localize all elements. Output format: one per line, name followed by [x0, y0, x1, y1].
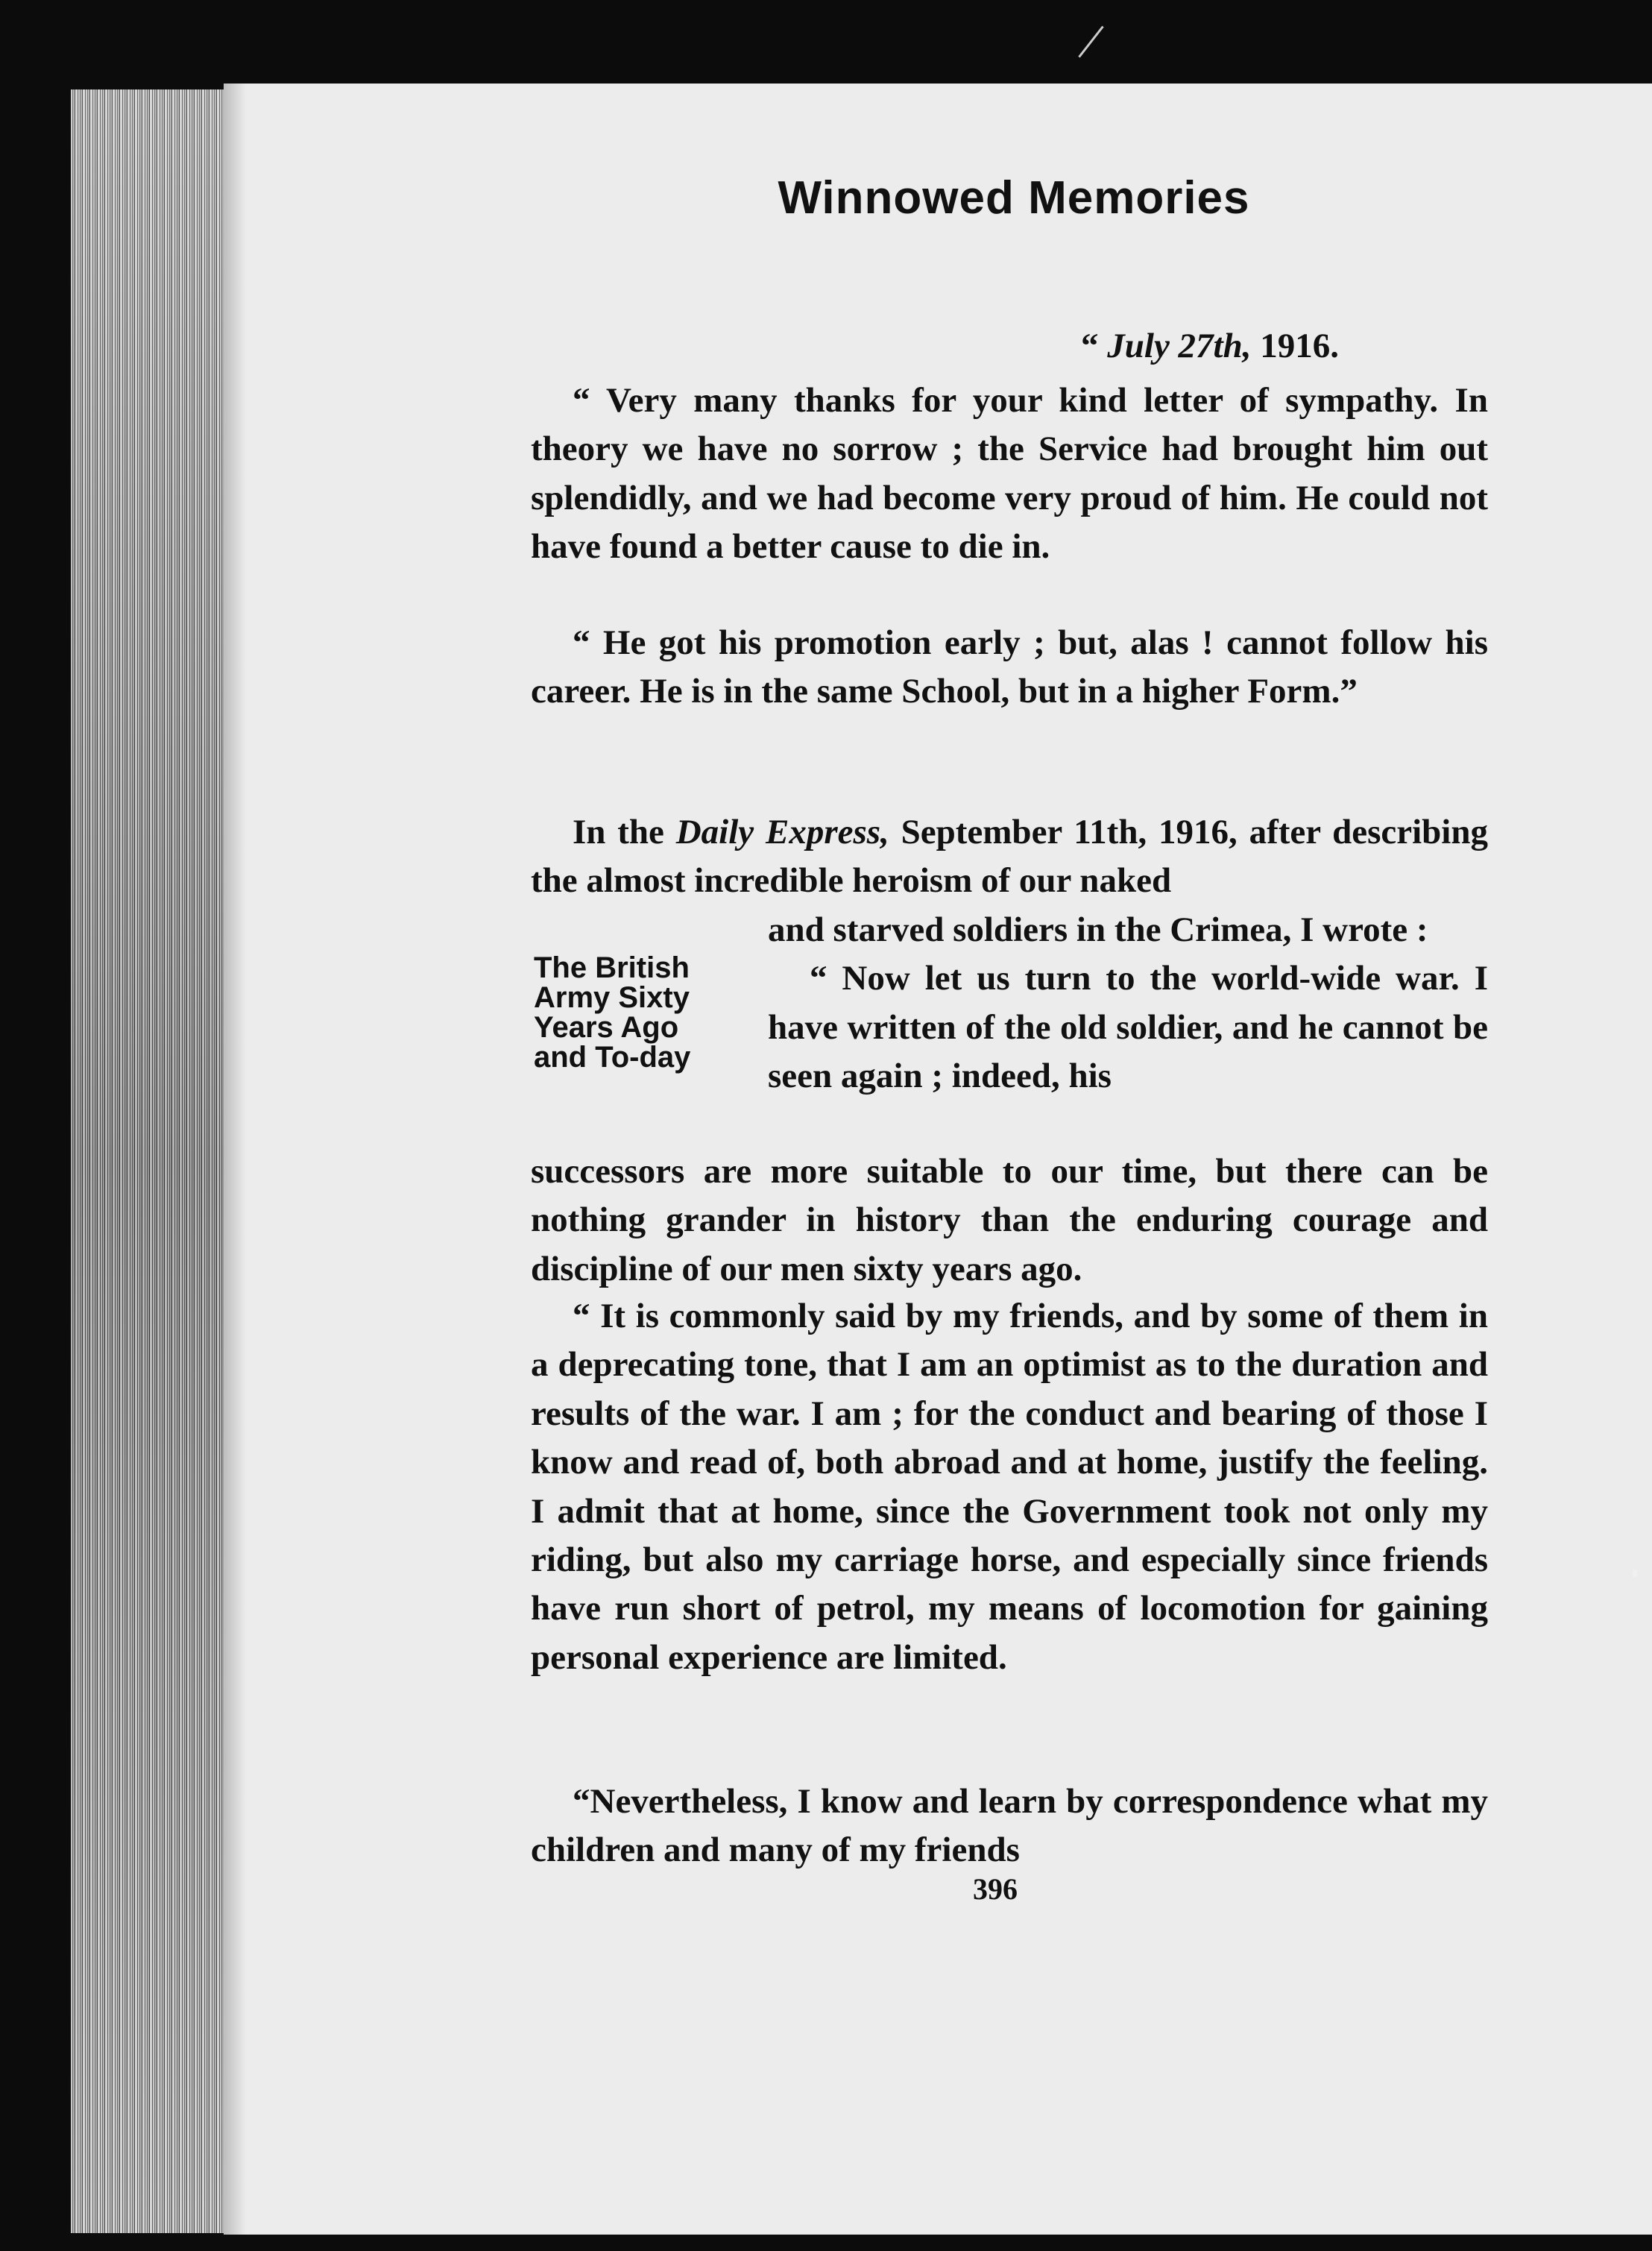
letter-paragraph-1: [531, 377, 1488, 572]
book-page-edges: [71, 89, 231, 2233]
sidenote-line: Years Ago: [534, 1011, 679, 1044]
margin-sidenote: [534, 953, 750, 1072]
intro-before: In the: [573, 813, 676, 851]
letter-paragraph-2: [531, 619, 1488, 717]
article-intro: [531, 808, 1488, 906]
article-narrow-column: [768, 906, 1488, 1101]
nevertheless-text: “Nevertheless, I know and learn by correspondence what my children and many of my friends: [531, 1782, 1488, 1870]
article-continuation: [531, 1147, 1488, 1294]
quote-start-text: “ Now let us turn to the world-wide war. I have written of the old soldier, and he cannot be seen again ; indeed, his: [768, 959, 1488, 1096]
dateline-year: 1916.: [1251, 327, 1340, 365]
letter-paragraph-text: “ Very many thanks for your kind letter of sympathy. In theory we have no sorrow ; the Service had brought him out splendidly, and we had become very proud of him. He could not have found a better cause to die in.: [531, 381, 1488, 567]
intro-after: September 11th, 1916, after describing the almost incredible heroism of our naked: [531, 813, 1489, 901]
sidenote-line: Army Sixty: [534, 981, 690, 1014]
article-intro-text: [531, 808, 1488, 906]
newspaper-name: Daily Express,: [675, 813, 889, 851]
article-paragraph-nevertheless: [531, 1778, 1488, 1875]
letter-dateline: [1081, 326, 1339, 366]
article-paragraph-optimist: [531, 1292, 1488, 1682]
narrow-text: and starved soldiers in the Crimea, I wrote :: [768, 910, 1428, 949]
sidenote-line: The British: [534, 951, 690, 984]
continuation-text: successors are more suitable to our time, but there can be nothing grander in history than the enduring courage and discipline of our men sixty years ago.: [531, 1152, 1488, 1288]
optimist-text: “ It is commonly said by my friends, and by some of them in a deprecating tone, that I am an optimist as to the duration and results of the war. I am ; for the conduct and bearing of those I know and read of, both abroad and at home, justify the feeling. I admit that at home, since the Government took not only my riding, but also my carriage horse, and especially since friends have run short of petrol, my means of locomotion for gaining personal experience are limited.: [531, 1297, 1488, 1677]
scan-mark: [1078, 26, 1103, 58]
dateline-date: July 27th,: [1107, 327, 1252, 365]
dateline-open-quote: “: [1081, 327, 1108, 365]
letter-paragraph-text: “ He got his promotion early ; but, alas ! cannot follow his career. He is in the same School, but in a higher Form.”: [531, 623, 1488, 711]
page-number: 396: [973, 1872, 1018, 1906]
running-title: Winnowed Memories: [778, 172, 1250, 224]
scan-speck: [1633, 1570, 1637, 1577]
sidenote-line: and To-day: [534, 1041, 691, 1074]
